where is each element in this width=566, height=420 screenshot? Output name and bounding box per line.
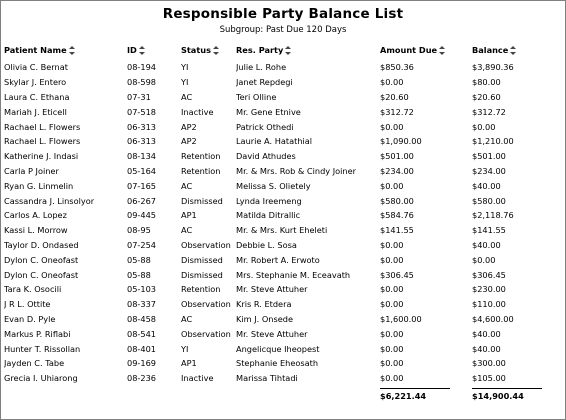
amount-due-cell: $850.36 xyxy=(380,62,414,73)
patient-name-cell: Evan D. Pyle xyxy=(4,313,56,324)
amount-due-cell: $0.00 xyxy=(380,284,404,295)
table-row[interactable] xyxy=(4,208,562,223)
amount-due-cell: $1,600.00 xyxy=(380,313,422,324)
amount-due-cell: $312.72 xyxy=(380,106,414,117)
status-cell: Dismissed xyxy=(181,269,223,280)
patient-name-cell: Markus P. Riflabi xyxy=(4,328,71,339)
table-row[interactable] xyxy=(4,282,562,297)
table-body xyxy=(4,60,562,386)
patient-id-cell: 07-31 xyxy=(127,91,151,102)
res-party-cell: Lynda Ireemeng xyxy=(236,195,302,206)
patient-id-cell: 08-337 xyxy=(127,299,157,310)
amount-due-cell: $0.00 xyxy=(380,328,404,339)
column-header-balance[interactable] xyxy=(472,43,562,60)
balance-table xyxy=(4,43,562,404)
balance-cell: $2,118.76 xyxy=(472,210,514,221)
column-header-label: ID xyxy=(127,45,137,55)
res-party-cell: Marissa Tihtadi xyxy=(236,373,298,384)
patient-id-cell: 08-598 xyxy=(127,77,157,88)
table-row[interactable] xyxy=(4,90,562,105)
res-party-cell: Mr. Robert A. Erwoto xyxy=(236,254,320,265)
status-cell: YI xyxy=(181,77,189,88)
patient-id-cell: 05-164 xyxy=(127,165,157,176)
status-cell: Inactive xyxy=(181,373,214,384)
patient-id-cell: 08-95 xyxy=(127,225,151,236)
balance-cell: $80.00 xyxy=(472,77,501,88)
res-party-cell: Julie L. Rohe xyxy=(236,62,287,73)
table-row[interactable] xyxy=(4,60,562,75)
totals-spacer xyxy=(236,386,380,404)
res-party-cell: Mr. & Mrs. Kurt Eheleti xyxy=(236,225,328,236)
amount-due-cell: $0.00 xyxy=(380,373,404,384)
total-amount-due-cell xyxy=(380,386,472,404)
patient-id-cell: 07-518 xyxy=(127,106,157,117)
table-row[interactable] xyxy=(4,134,562,149)
res-party-cell: Melissa S. Olietely xyxy=(236,180,311,191)
patient-name-cell: Dylon C. Oneofast xyxy=(4,269,79,280)
patient-id-cell: 06-313 xyxy=(127,121,157,132)
status-cell: Dismissed xyxy=(181,254,223,265)
balance-cell: $580.00 xyxy=(472,195,506,206)
table-row[interactable] xyxy=(4,356,562,371)
res-party-cell: Kim J. Onsede xyxy=(236,313,294,324)
patient-id-cell: 08-541 xyxy=(127,328,157,339)
res-party-cell: Mrs. Stephanie M. Eceavath xyxy=(236,269,351,280)
balance-cell: $105.00 xyxy=(472,373,506,384)
patient-name-cell: Jayden C. Tabe xyxy=(4,358,65,369)
patient-name-cell: Mariah J. Eticell xyxy=(4,106,67,117)
status-cell: Observation xyxy=(181,239,231,250)
balance-cell: $3,890.36 xyxy=(472,62,514,73)
amount-due-cell: $0.00 xyxy=(380,121,404,132)
table-row[interactable] xyxy=(4,119,562,134)
sort-updown-icon[interactable] xyxy=(69,46,75,55)
patient-name-cell: Tara K. Osocili xyxy=(4,284,62,295)
status-cell: AC xyxy=(181,180,193,191)
amount-due-cell: $580.00 xyxy=(380,195,414,206)
column-header-patient-name[interactable] xyxy=(4,43,127,60)
patient-id-cell: 07-254 xyxy=(127,239,157,250)
amount-due-cell: $0.00 xyxy=(380,358,404,369)
patient-name-cell: Cassandra J. Linsolyor xyxy=(4,195,95,206)
patient-name-cell: Rachael L. Flowers xyxy=(4,136,81,147)
patient-name-cell: Katherine J. Indasi xyxy=(4,151,79,162)
amount-due-cell: $501.00 xyxy=(380,151,414,162)
patient-name-cell: Dylon C. Oneofast xyxy=(4,254,79,265)
patient-id-cell: 06-267 xyxy=(127,195,157,206)
table-row[interactable] xyxy=(4,341,562,356)
amount-due-cell: $1,090.00 xyxy=(380,136,422,147)
amount-due-cell: $0.00 xyxy=(380,77,404,88)
res-party-cell: Laurie A. Hatathial xyxy=(236,136,313,147)
sort-updown-icon[interactable] xyxy=(139,46,145,55)
totals-spacer xyxy=(181,386,236,404)
patient-name-cell: Rachael L. Flowers xyxy=(4,121,81,132)
patient-id-cell: 07-165 xyxy=(127,180,157,191)
res-party-cell: Mr. Gene Etnive xyxy=(236,106,301,117)
res-party-cell: David Athudes xyxy=(236,151,296,162)
amount-due-cell: $20.60 xyxy=(380,91,409,102)
totals-row xyxy=(4,386,562,404)
status-cell: AP2 xyxy=(181,136,197,147)
balance-cell: $234.00 xyxy=(472,165,506,176)
total-amount-due: $6,221.44 xyxy=(380,388,450,401)
balance-cell: $40.00 xyxy=(472,180,501,191)
amount-due-cell: $0.00 xyxy=(380,180,404,191)
table-row[interactable] xyxy=(4,297,562,312)
res-party-cell: Stephanie Eheosath xyxy=(236,358,319,369)
patient-name-cell: Skylar J. Entero xyxy=(4,77,67,88)
table-row[interactable] xyxy=(4,164,562,179)
status-cell: Retention xyxy=(181,151,221,162)
table-row[interactable] xyxy=(4,193,562,208)
res-party-cell: Mr. Steve Attuher xyxy=(236,328,308,339)
balance-cell: $4,600.00 xyxy=(472,313,514,324)
table-row[interactable] xyxy=(4,149,562,164)
res-party-cell: Patrick Othedi xyxy=(236,121,294,132)
balance-cell: $141.55 xyxy=(472,225,506,236)
amount-due-cell: $141.55 xyxy=(380,225,414,236)
patient-name-cell: Taylor D. Ondased xyxy=(4,239,79,250)
totals-spacer xyxy=(127,386,181,404)
status-cell: Observation xyxy=(181,328,231,339)
patient-id-cell: 05-103 xyxy=(127,284,157,295)
patient-name-cell: Carlos A. Lopez xyxy=(4,210,67,221)
patient-id-cell: 08-236 xyxy=(127,373,157,384)
column-header-label: Balance xyxy=(472,45,509,55)
status-cell: AC xyxy=(181,225,193,236)
amount-due-cell: $0.00 xyxy=(380,239,404,250)
report-subtitle: Subgroup: Past Due 120 Days xyxy=(219,25,347,35)
table-header-row xyxy=(4,43,562,60)
amount-due-cell: $584.76 xyxy=(380,210,414,221)
balance-cell: $300.00 xyxy=(472,358,506,369)
column-header-label: Status xyxy=(181,45,211,55)
status-cell: AP2 xyxy=(181,121,197,132)
amount-due-cell: $234.00 xyxy=(380,165,414,176)
patient-name-cell: Kassi L. Morrow xyxy=(4,225,68,236)
balance-cell: $1,210.00 xyxy=(472,136,514,147)
total-balance: $14,900.44 xyxy=(472,388,542,401)
patient-id-cell: 06-313 xyxy=(127,136,157,147)
balance-cell: $20.60 xyxy=(472,91,501,102)
patient-name-cell: Grecia I. Uhiarong xyxy=(4,373,78,384)
res-party-cell: Matilda Ditrallic xyxy=(236,210,301,221)
patient-id-cell: 08-458 xyxy=(127,313,157,324)
res-party-cell: Mr. & Mrs. Rob & Cindy Joiner xyxy=(236,165,357,176)
patient-id-cell: 08-194 xyxy=(127,62,157,73)
patient-id-cell: 09-169 xyxy=(127,358,157,369)
patient-name-cell: Laura C. Ethana xyxy=(4,91,70,102)
patient-name-cell: Olivia C. Bernat xyxy=(4,62,68,73)
total-balance-cell xyxy=(472,386,562,404)
amount-due-cell: $0.00 xyxy=(380,343,404,354)
patient-id-cell: 08-401 xyxy=(127,343,157,354)
patient-name-cell: Carla P Joiner xyxy=(4,165,59,176)
sort-updown-icon[interactable] xyxy=(213,46,219,55)
totals-spacer xyxy=(4,386,127,404)
status-cell: Retention xyxy=(181,165,221,176)
table-row[interactable] xyxy=(4,252,562,267)
balance-cell: $306.45 xyxy=(472,269,506,280)
patient-id-cell: 05-88 xyxy=(127,269,151,280)
status-cell: Inactive xyxy=(181,106,214,117)
balance-cell: $0.00 xyxy=(472,254,496,265)
table-row[interactable] xyxy=(4,267,562,282)
balance-cell: $230.00 xyxy=(472,284,506,295)
column-header-res-party[interactable] xyxy=(236,43,380,60)
column-header-label: Patient Name xyxy=(4,45,67,55)
amount-due-cell: $0.00 xyxy=(380,299,404,310)
status-cell: AP1 xyxy=(181,358,197,369)
balance-cell: $40.00 xyxy=(472,239,501,250)
column-header-label: Amount Due xyxy=(380,45,438,55)
patient-id-cell: 09-445 xyxy=(127,210,157,221)
res-party-cell: Janet Repdegi xyxy=(236,77,293,88)
balance-cell: $40.00 xyxy=(472,343,501,354)
column-header-amount-due[interactable] xyxy=(380,43,472,60)
patient-name-cell: Ryan G. Linmelin xyxy=(4,180,74,191)
report-title: Responsible Party Balance List xyxy=(162,6,404,22)
status-cell: Observation xyxy=(181,299,231,310)
status-cell: AC xyxy=(181,91,193,102)
patient-name-cell: J R L. Ottite xyxy=(4,299,51,310)
table-row[interactable] xyxy=(4,371,562,386)
patient-name-cell: Hunter T. Rissollan xyxy=(4,343,81,354)
res-party-cell: Kris R. Etdera xyxy=(236,299,292,310)
status-cell: Retention xyxy=(181,284,221,295)
amount-due-cell: $0.00 xyxy=(380,254,404,265)
patient-id-cell: 08-134 xyxy=(127,151,157,162)
balance-cell: $110.00 xyxy=(472,299,506,310)
sort-updown-icon[interactable] xyxy=(439,46,445,55)
table-row[interactable] xyxy=(4,238,562,253)
res-party-cell: Mr. Steve Attuher xyxy=(236,284,308,295)
res-party-cell: Angelicque Iheopest xyxy=(236,343,320,354)
column-header-status[interactable] xyxy=(181,43,236,60)
status-cell: AP1 xyxy=(181,210,197,221)
status-cell: Dismissed xyxy=(181,195,223,206)
status-cell: AC xyxy=(181,313,193,324)
sort-updown-icon[interactable] xyxy=(510,46,516,55)
table-row[interactable] xyxy=(4,223,562,238)
balance-cell: $312.72 xyxy=(472,106,506,117)
balance-cell: $40.00 xyxy=(472,328,501,339)
sort-updown-icon[interactable] xyxy=(285,46,291,55)
balance-cell: $501.00 xyxy=(472,151,506,162)
table-row[interactable] xyxy=(4,312,562,327)
amount-due-cell: $306.45 xyxy=(380,269,414,280)
table-row[interactable] xyxy=(4,104,562,119)
res-party-cell: Debbie L. Sosa xyxy=(236,239,297,250)
balance-cell: $0.00 xyxy=(472,121,496,132)
column-header-label: Res. Party xyxy=(236,45,284,55)
table-row[interactable] xyxy=(4,75,562,90)
status-cell: YI xyxy=(181,62,189,73)
patient-id-cell: 05-88 xyxy=(127,254,151,265)
table-row[interactable] xyxy=(4,326,562,341)
column-header-id[interactable] xyxy=(127,43,181,60)
res-party-cell: Teri Olline xyxy=(236,91,277,102)
status-cell: YI xyxy=(181,343,189,354)
table-row[interactable] xyxy=(4,178,562,193)
